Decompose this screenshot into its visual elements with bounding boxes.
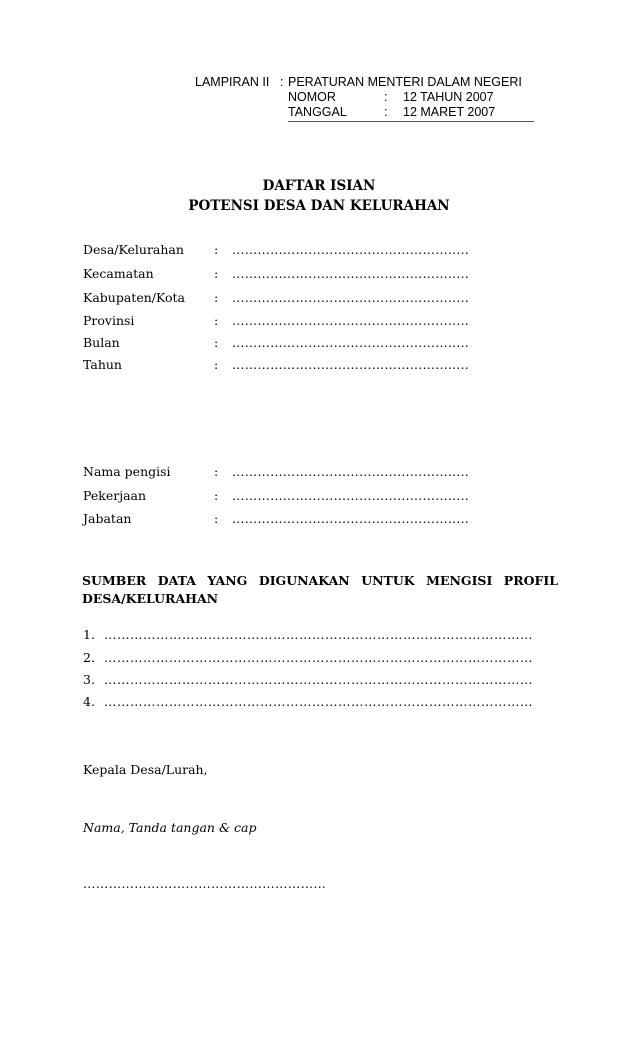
list-item-fill[interactable]: ……………………………………………………………………………………… <box>104 672 533 687</box>
field-colon: : <box>214 266 219 281</box>
field-fill-jabatan[interactable]: ……………………………………………….. <box>232 511 469 526</box>
field-colon: : <box>214 290 219 305</box>
field-fill-provinsi[interactable]: ……………………………………………….. <box>232 313 469 328</box>
tanggal-colon: : <box>384 105 388 119</box>
field-colon: : <box>214 357 219 372</box>
signature-line[interactable]: ………………………………………………… <box>83 876 327 891</box>
sumber-heading-cont: DESA/KELURAHAN <box>82 591 219 606</box>
field-label-nama-pengisi: Nama pengisi <box>83 464 171 479</box>
field-fill-nama-pengisi[interactable]: ……………………………………………….. <box>232 464 469 479</box>
field-label-jabatan: Jabatan <box>83 511 132 526</box>
field-fill-desa[interactable]: ……………………………………………….. <box>232 242 469 257</box>
list-item-number: 1. <box>83 627 95 642</box>
signature-hint: Nama, Tanda tangan & cap <box>83 820 257 835</box>
lampiran-label: LAMPIRAN II <box>195 75 270 89</box>
field-colon: : <box>214 488 219 503</box>
field-label-pekerjaan: Pekerjaan <box>83 488 147 503</box>
field-label-tahun: Tahun <box>83 357 122 372</box>
header-underline <box>288 121 534 122</box>
field-label-kabupaten: Kabupaten/Kota <box>83 290 185 305</box>
tanggal-value: 12 MARET 2007 <box>403 105 496 119</box>
field-label-desa: Desa/Kelurahan <box>83 242 184 257</box>
field-label-kecamatan: Kecamatan <box>83 266 154 281</box>
field-fill-pekerjaan[interactable]: ……………………………………………….. <box>232 488 469 503</box>
field-fill-kabupaten[interactable]: ……………………………………………….. <box>232 290 469 305</box>
list-item-fill[interactable]: ……………………………………………………………………………………… <box>104 627 533 642</box>
field-colon: : <box>214 242 219 257</box>
field-colon: : <box>214 511 219 526</box>
field-colon: : <box>214 335 219 350</box>
field-colon: : <box>214 313 219 328</box>
lampiran-colon: : <box>280 75 284 89</box>
list-item-fill[interactable]: ……………………………………………………………………………………… <box>104 694 533 709</box>
list-item-number: 3. <box>83 672 95 687</box>
nomor-value: 12 TAHUN 2007 <box>403 90 494 104</box>
list-item-number: 2. <box>83 650 95 665</box>
list-item-number: 4. <box>83 694 95 709</box>
peraturan-title: PERATURAN MENTERI DALAM NEGERI <box>288 75 522 89</box>
field-label-provinsi: Provinsi <box>83 313 135 328</box>
nomor-label: NOMOR <box>288 90 336 104</box>
doc-title: DAFTAR ISIAN <box>262 178 376 194</box>
field-label-bulan: Bulan <box>83 335 120 350</box>
nomor-colon: : <box>384 90 388 104</box>
list-item-fill[interactable]: ……………………………………………………………………………………… <box>104 650 533 665</box>
sumber-heading: SUMBER DATA YANG DIGUNAKAN UNTUK MENGISI PROFIL <box>82 573 558 588</box>
doc-subtitle: POTENSI DESA DAN KELURAHAN <box>188 198 450 214</box>
field-colon: : <box>214 464 219 479</box>
signature-role: Kepala Desa/Lurah, <box>83 762 208 777</box>
tanggal-label: TANGGAL <box>288 105 347 119</box>
field-fill-bulan[interactable]: ……………………………………………….. <box>232 335 469 350</box>
field-fill-tahun[interactable]: ……………………………………………….. <box>232 357 469 372</box>
field-fill-kecamatan[interactable]: ……………………………………………….. <box>232 266 469 281</box>
